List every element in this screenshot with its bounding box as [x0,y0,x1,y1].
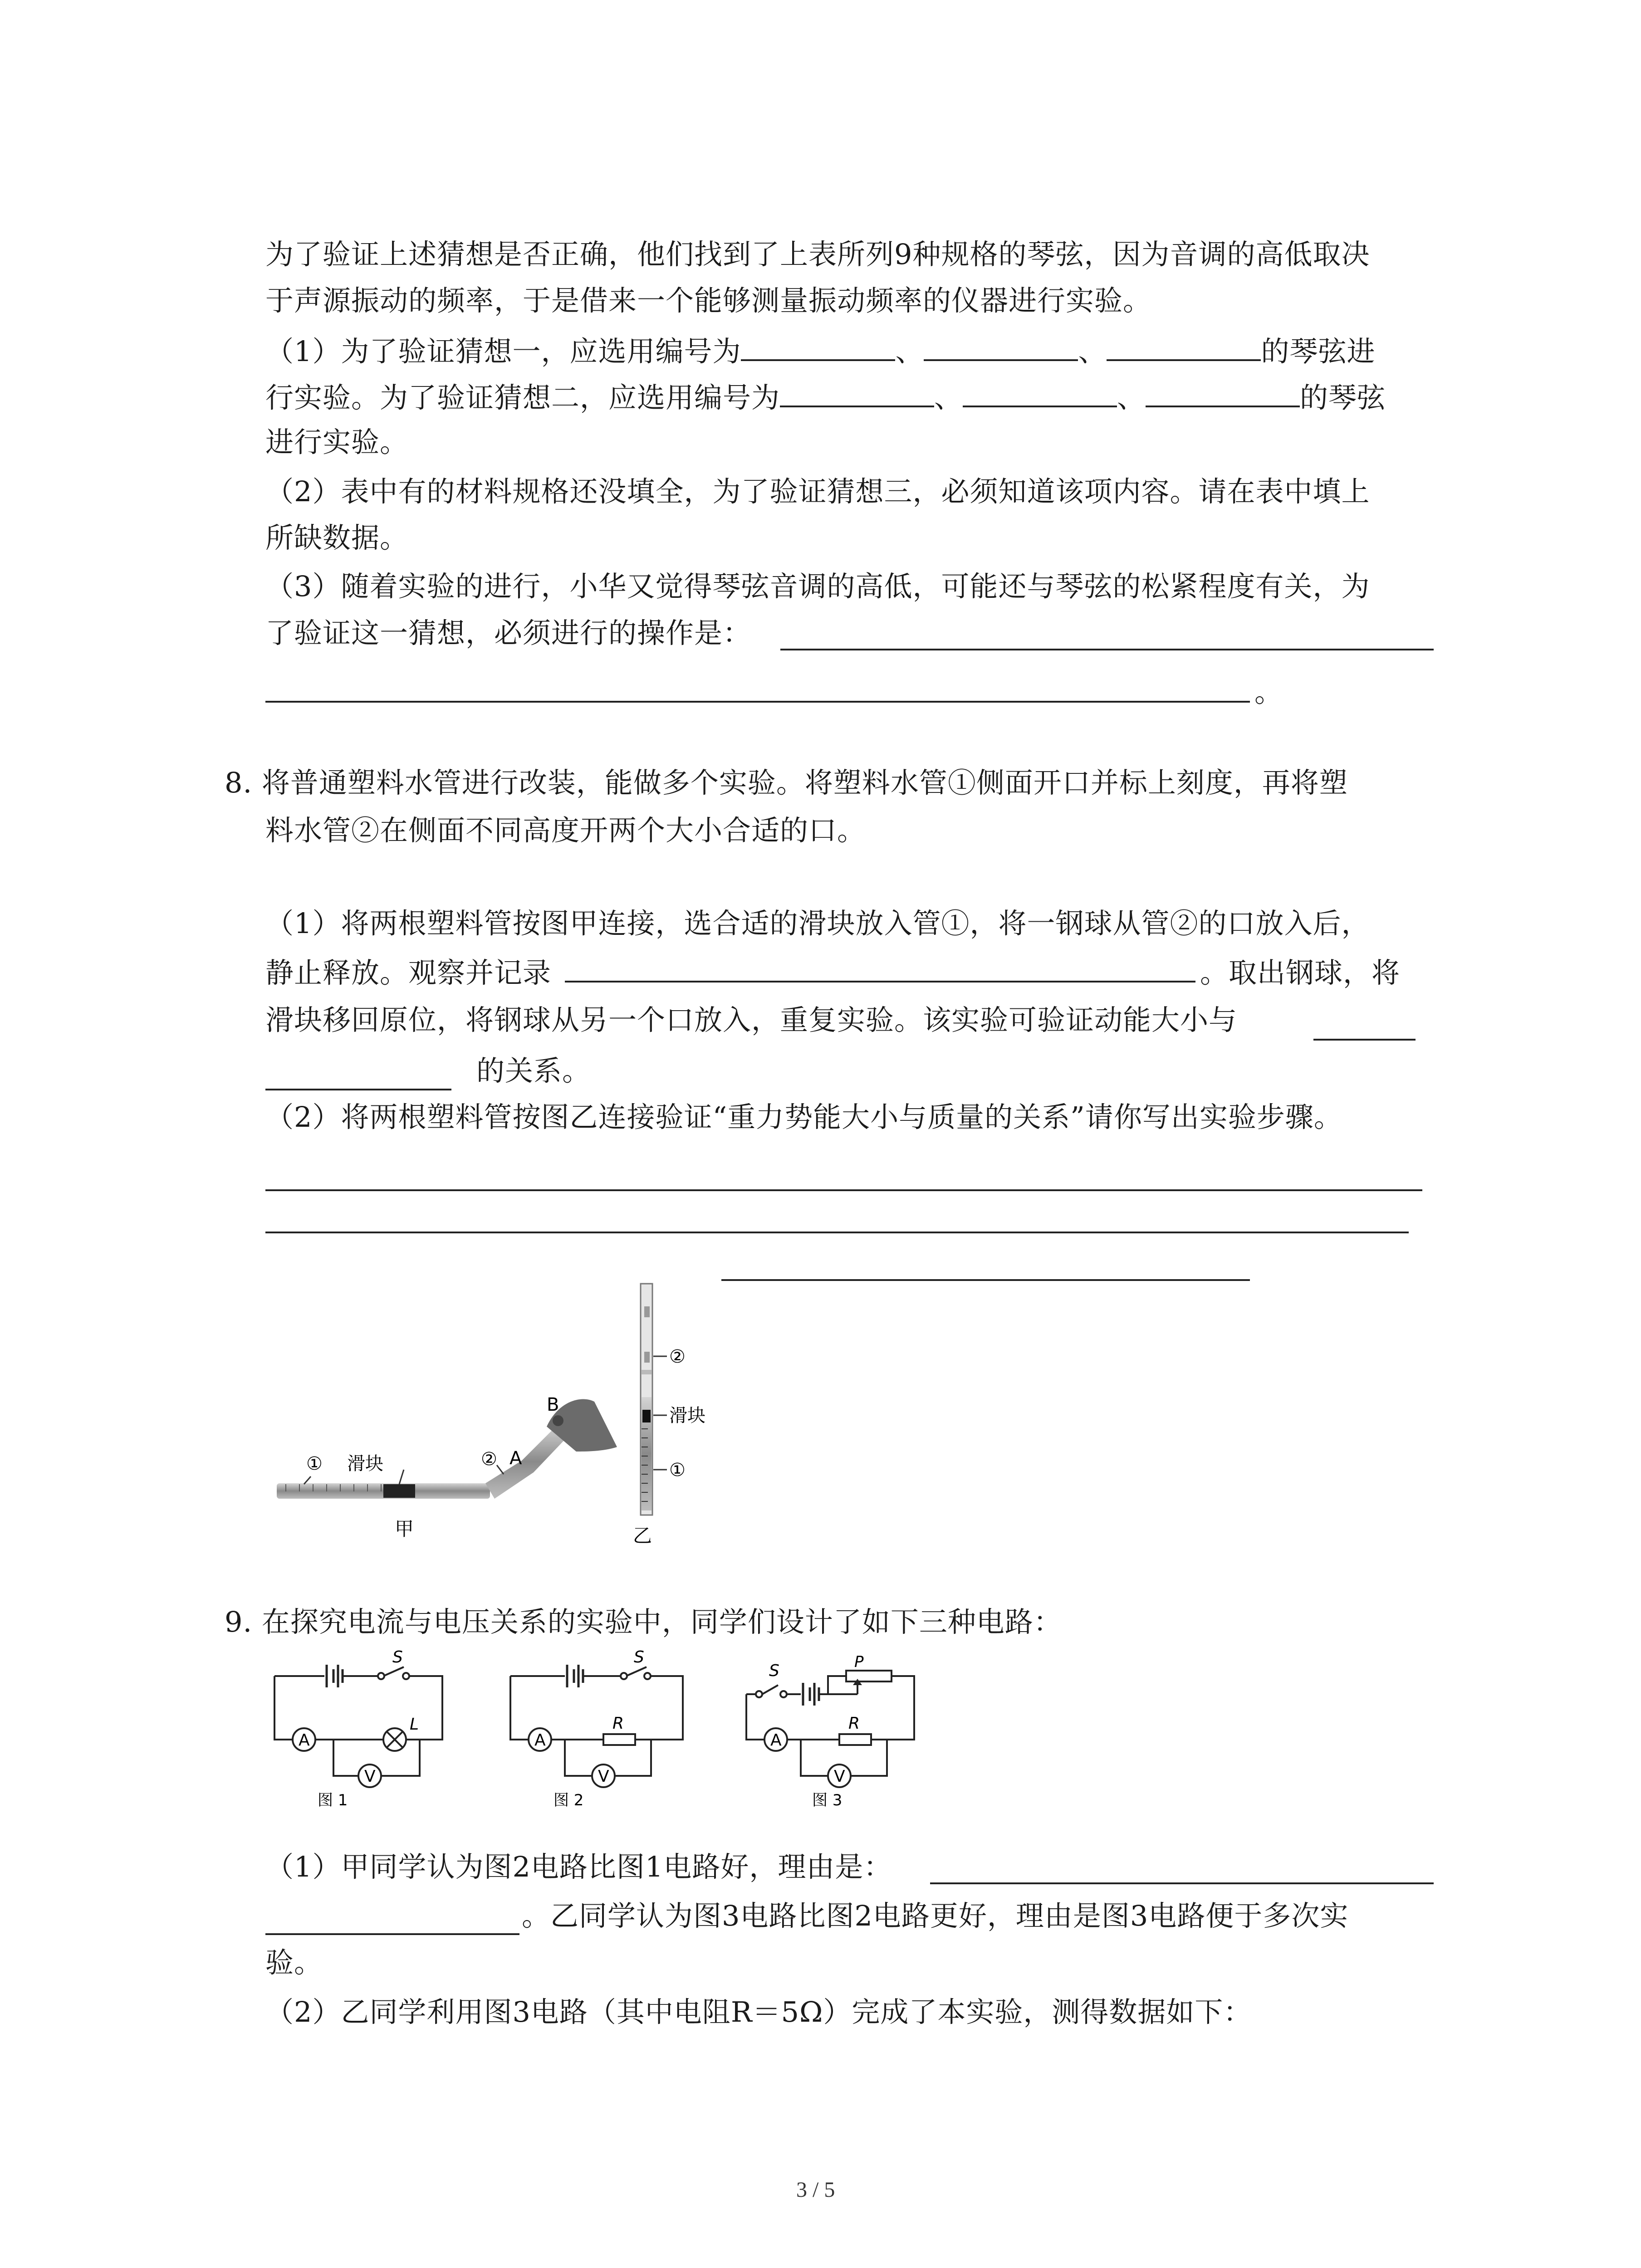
q7-part2-line1: （2）表中有的材料规格还没填全，为了验证猜想三，必须知道该项内容。请在表中填上 [265,475,1370,508]
answer-line[interactable] [265,1089,451,1090]
answer-line[interactable] [1313,1039,1416,1041]
q7-part3-line2: 了验证这一猜想，必须进行的操作是： [265,616,752,650]
voltmeter-label: V [598,1767,609,1786]
answer-blank[interactable] [924,336,1078,361]
label-slider: 滑块 [347,1453,383,1474]
resistor-label: R [848,1714,860,1733]
q7-part1-line1 [265,336,1376,366]
ammeter-label: A [299,1731,310,1750]
page-number: 3 / 5 [796,2178,835,2202]
q7-part1-text-b: 的琴弦进 [1261,335,1376,368]
q7-part2-line2: 所缺数据。 [265,521,409,554]
answer-blank[interactable] [1107,336,1261,361]
steel-ball-icon [553,1415,563,1426]
q8-part1-line3: 滑块移回原位，将钢球从另一个口放入，重复实验。该实验可验证动能大小与 [265,1003,1238,1036]
q8-part1-line1: （1）将两根塑料管按图甲连接，选合适的滑块放入管①，将一钢球从管②的口放入后， [265,907,1370,940]
switch-label: S [634,1649,644,1667]
voltmeter-label: V [364,1767,376,1786]
slider-block [642,1410,651,1422]
figure-jia [268,1383,622,1547]
q7-part3-line1: （3）随着实验的进行，小华又觉得琴弦音调的高低，可能还与琴弦的松紧程度有关，为 [265,570,1370,603]
q7-part1-text-a: （1）为了验证猜想一，应选用编号为 [265,335,741,368]
q8-stem-line1: 8. 将普通塑料水管进行改装，能做多个实验。将塑料水管①侧面开口并标上刻度，再将塑 [225,766,1348,799]
answer-line[interactable] [265,1933,519,1935]
switch-label: S [769,1662,779,1680]
tube-2 [485,1424,570,1499]
q9-part2-line1: （2）乙同学利用图3电路（其中电阻R＝5Ω）完成了本实验，测得数据如下： [265,1995,1252,2028]
label-slider: 滑块 [669,1405,705,1426]
answer-blank[interactable] [1146,382,1300,407]
q7-part1-line2 [265,382,1386,412]
q9-part1-line2: 。乙同学认为图3电路比图2电路更好，理由是图3电路便于多次实 [522,1899,1349,1932]
q7-intro-line1: 为了验证上述猜想是否正确，他们找到了上表所列9种规格的琴弦，因为音调的高低取决 [265,238,1370,271]
switch-label: S [392,1649,403,1667]
answer-line[interactable] [265,1189,1422,1191]
label-point-b: B [547,1394,559,1415]
q8-part1-line2 [265,957,1400,987]
caption-yi: 乙 [633,1525,652,1547]
label-tube-2: ② [669,1346,686,1367]
caption-fig2: 图 2 [554,1791,584,1809]
q9-stem-line1: 9. 在探究电流与电压关系的实验中，同学们设计了如下三种电路： [225,1605,1062,1638]
answer-blank[interactable] [963,382,1117,407]
lamp-label: L [410,1715,419,1734]
q8-part1-text-b: 。取出钢球，将 [1200,956,1401,989]
q7-part1-text-c: 行实验。为了验证猜想二，应选用编号为 [265,381,780,414]
label-tube-1: ① [306,1453,323,1474]
separator: 、 [895,335,924,368]
label-tube-1: ① [669,1460,686,1481]
q8-part1-text-a: 静止释放。观察并记录 [265,956,552,989]
circuit-figure-2 [501,1649,692,1812]
q7-part1-line3: 进行实验。 [265,425,409,459]
answer-line[interactable] [930,1882,1434,1884]
resistor-label: R [612,1714,624,1733]
q8-stem-line2: 料水管②在侧面不同高度开两个大小合适的口。 [265,814,866,847]
caption-jia: 甲 [395,1518,414,1540]
ammeter-label: A [534,1731,546,1750]
separator: 、 [934,381,963,414]
caption-fig3: 图 3 [812,1791,843,1809]
voltmeter-label: V [834,1767,845,1786]
q8-part2-line1: （2）将两根塑料管按图乙连接验证“重力势能大小与质量的关系”请你写出实验步骤。 [265,1100,1342,1134]
answer-blank[interactable] [741,336,895,361]
answer-blank[interactable] [565,957,1195,982]
slider-block [383,1484,415,1498]
q8-part1-line4: 的关系。 [476,1054,591,1087]
caption-fig1: 图 1 [318,1791,348,1809]
ammeter-label: A [770,1731,782,1750]
answer-line[interactable] [780,649,1434,650]
end-mark: 。 [1254,675,1283,709]
resistor-icon [839,1734,871,1745]
answer-blank[interactable] [780,382,934,407]
separator: 、 [1117,381,1146,414]
q7-intro-line2: 于声源振动的频率，于是借来一个能够测量振动频率的仪器进行实验。 [265,284,1152,317]
separator: 、 [1078,335,1107,368]
slider-label: P [854,1653,864,1671]
label-point-a: A [509,1448,522,1469]
answer-line[interactable] [265,701,1250,703]
q9-part1-line3: 验。 [265,1946,323,1979]
label-tube-2: ② [481,1449,497,1470]
circuit-figure-3 [737,1649,928,1812]
resistor-icon [603,1734,635,1745]
answer-line[interactable] [721,1279,1250,1281]
figure-yi [622,1279,758,1551]
answer-line[interactable] [265,1232,1409,1233]
circuit-figure-1 [265,1649,456,1812]
q7-part1-text-d: 的琴弦 [1300,381,1386,414]
rheostat-icon [846,1671,892,1681]
q9-part1-line1: （1）甲同学认为图2电路比图1电路好，理由是： [265,1850,892,1883]
